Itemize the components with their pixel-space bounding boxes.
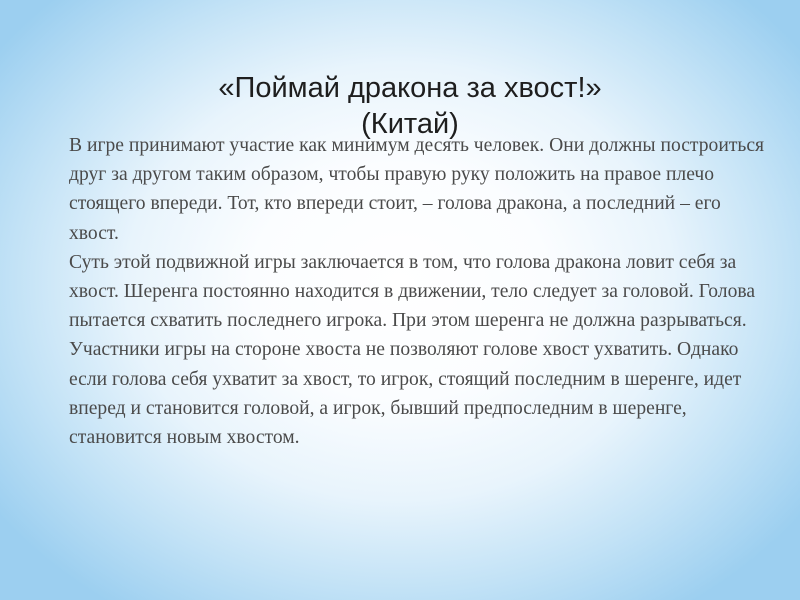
slide-title-country: (Китай) (361, 108, 459, 140)
slide-title-main: «Поймай дракона за хвост!» (218, 72, 602, 104)
paragraph-gameplay: Суть этой подвижной игры заключается в том, что голова дракона ловит себя за хвост. Шеренга постоянно находится в движении, тело следует за головой. Голова пытается схватить последнего игрока. При этом шеренга не должна разрываться. Участники игры на стороне хвоста не позволяют голове хвост ухватить. Однако если голова себя ухватит за хвост, то игрок, стоящий последним в шеренге, идет вперед и становится головой, а игрок, бывший предпоследним в шеренге, становится новым хвостом. (69, 251, 756, 449)
paragraph-rules: В игре принимают участие как минимум десять человек. Они должны построиться друг за другом таким образом, чтобы правую руку положить на правое плечо стоящего впереди. Тот, кто впереди стоит, – голова дракона, а последний – его хвост. (69, 135, 765, 244)
slide-body (69, 131, 774, 452)
